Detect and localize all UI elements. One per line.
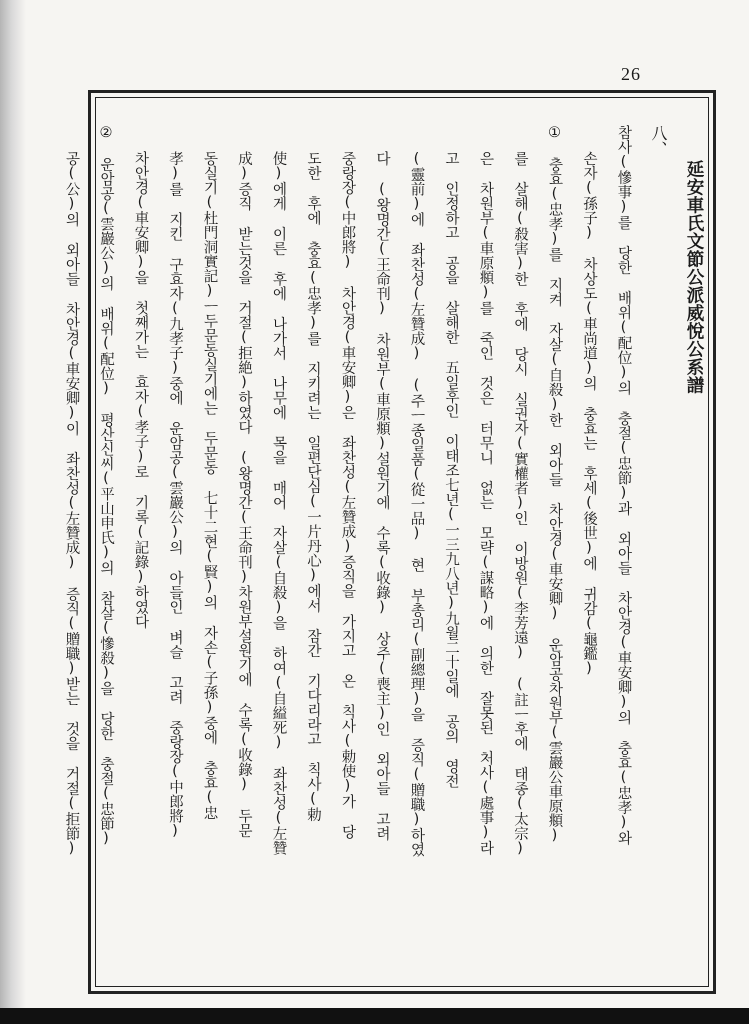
text-column: 孝)를 지킨 구효자(九孝子)중에 운암공(雲巖公)의 아들인 벼슬 고려 중랑장(中郎將) [167,151,183,839]
page-number: 26 [621,64,641,84]
text-column: 成)증직 받는것을 거절(拒絶)하였다 (왕명간(王命刊)차원부설원기에 수록(收錄) 두문 [236,151,252,838]
text-column: (靈前)에 좌찬성(左贊成) (주ㅡ종일품(從一品) 현 부총리(副總理)을 증직(贈職)하였 [408,151,425,857]
text-column: 도한 후에 충효(忠孝)를 지키려는 일편단심(一片丹心)에서 잠간 기다리라고 칙사(勅 [305,151,321,822]
scan-bottom-edge [0,1008,749,1024]
text-column: 손자(孫子) 차상도(車尚道)의 충효는 후세(後世)에 귀감(龜鑑) [581,151,597,677]
page-gutter-shadow [0,0,26,1024]
section-marker: 八、 [649,125,668,157]
text-column: 다 (왕명간(王命刊) 차원부(車原頫)설원기에 수록(收錄) 상주(喪主)인 외아들 고려 [374,151,390,841]
text-column: 를 살해(殺害)한 후에 당시 실권자(實權者)인 이방원(李芳遠) (註ㅡ후에 태종(太宗) [512,151,528,857]
text-column: ② 운암공(雲巖公)의 배위(配位) 평산신씨(平山申氏)의 참살(慘殺)을 당한 충절(忠節) [98,125,114,847]
text-column: 공(公)의 외아들 차안경(車安卿)이 좌찬성(左贊成) 증직(贈職)받는 것을 거절(拒節) [63,151,80,857]
text-column: 중랑장(中郎將) 차안경(車安卿)은 좌찬성(左贊成)증직을 가지고 온 칙사(勅使)가 당 [339,151,356,839]
text-column: 차안경(車安卿)을 첫째가는 효자(孝子)로 기록(記錄)하였다 [132,151,149,629]
text-column: 은 차원부(車原頫)를 죽인 것은 터무니 없는 모략(謀略)에 의한 잘못된 처사(處事)라 [477,151,494,855]
text-column: 참사(慘事)를 당한 배위(配位)의 충절(忠節)과 외아들 차안경(車安卿)의 충효(忠孝)와 [615,125,632,845]
text-column: ① 충효(忠孝)를 지켜 자살(自殺)한 외아들 차안경(車安卿) 운암공차원부(雲巖公車原頫) [546,125,563,844]
vertical-text-body [63,125,675,970]
genealogy-header-title: 延安車氏文節公派威悅公系譜 [684,160,704,394]
text-column: 동실기(杜門洞實記)ㅡ두문동실기에는 두문동 七十二현(賢)의 자손(子孫)중에 충효(忠 [201,151,218,820]
text-column: 고 인정하고 공을 살해한 五일후인 이태조七년(一三九八년)九월二十일에 공의 영전 [443,151,459,788]
text-column: 使)에게 이른 후에 나가서 나무에 목을 매어 자살(自殺)을 하여(自縊死) 좌찬성(左贊 [270,151,287,855]
